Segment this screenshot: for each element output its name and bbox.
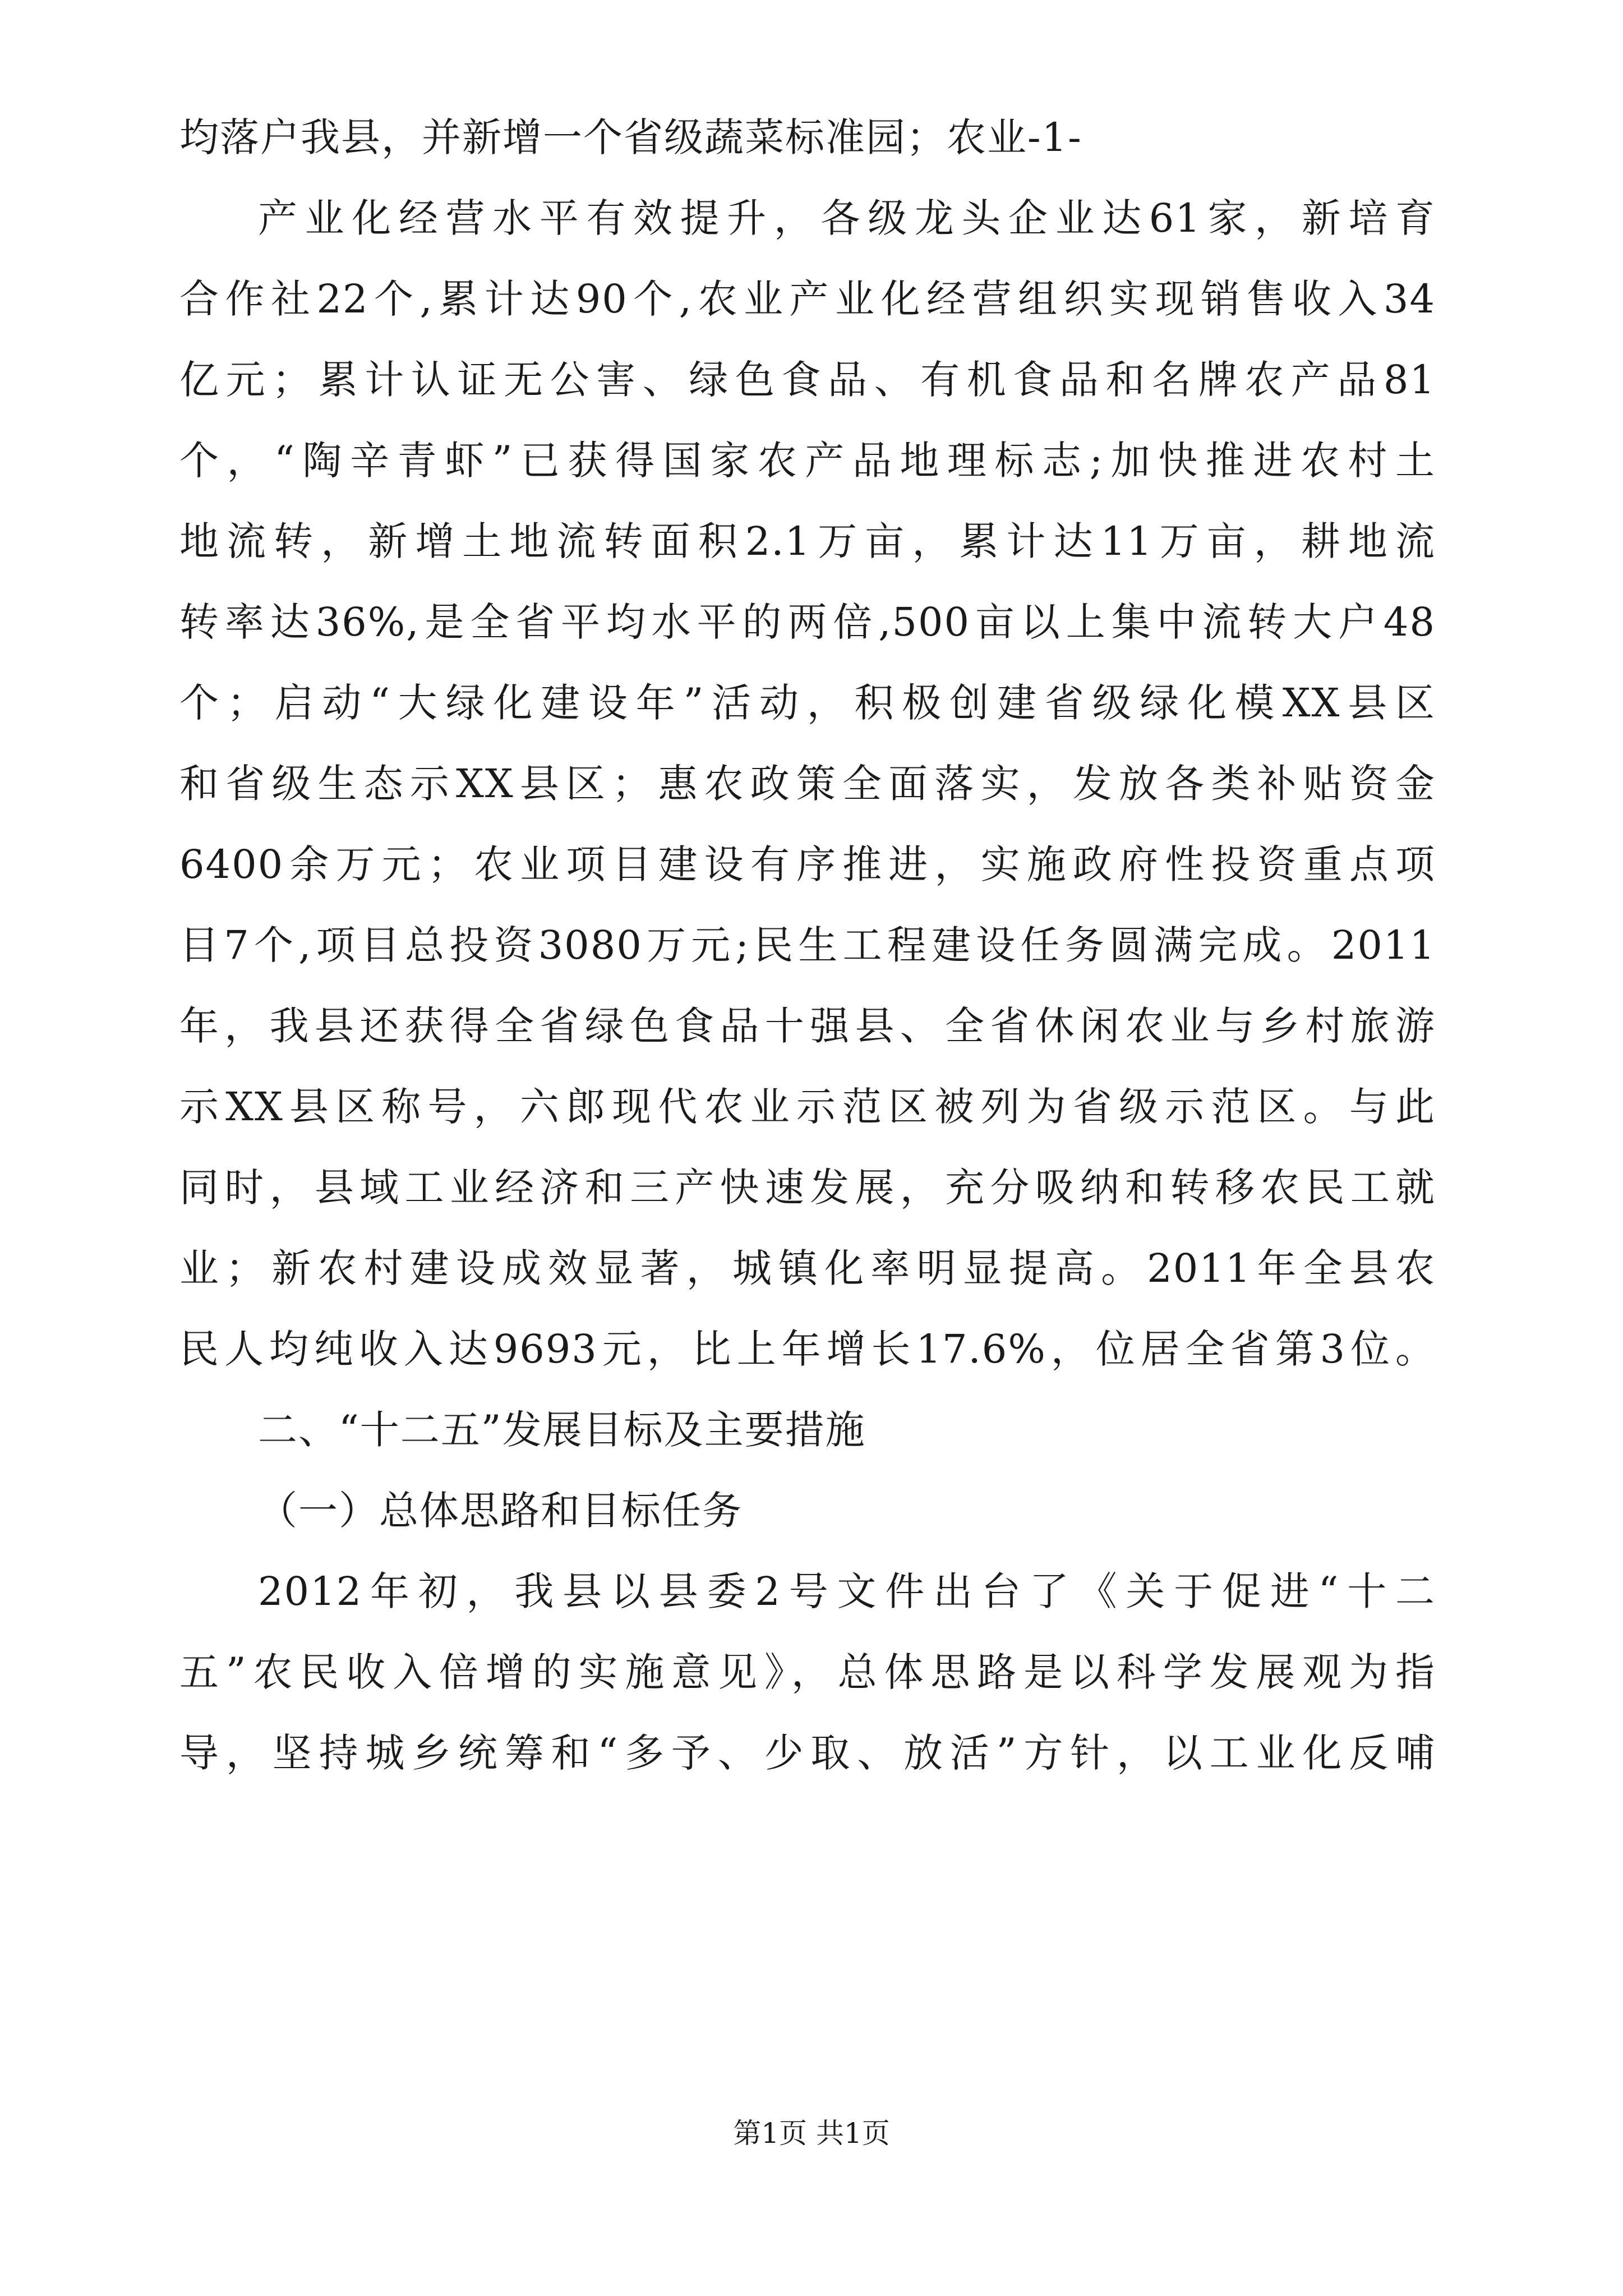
text-line: 个，“陶辛青虾”已获得国家农产品地理标志;加快推进农村土 — [179, 438, 1436, 484]
text-line: 合作社22个,累计达90个,农业产业化经营组织实现销售收入34 — [179, 276, 1436, 322]
text-line: 个；启动“大绿化建设年”活动，积极创建省级绿化模XX县区 — [179, 680, 1436, 726]
text-line: 地流转，新增土地流转面积2.1万亩，累计达11万亩，耕地流 — [179, 518, 1436, 564]
text-line: 民人均纯收入达9693元，比上年增长17.6%，位居全省第3位。 — [179, 1326, 1436, 1372]
section-heading: 二、“十二五”发展目标及主要措施 — [258, 1407, 866, 1453]
text-line: 业；新农村建设成效显著，城镇化率明显提高。2011年全县农 — [179, 1245, 1436, 1291]
page-footer: 第1页 共1页 — [733, 2117, 890, 2150]
text-line: 示XX县区称号，六郎现代农业示范区被列为省级示范区。与此 — [179, 1084, 1436, 1130]
text-line: 年，我县还获得全省绿色食品十强县、全省休闲农业与乡村旅游 — [179, 1003, 1436, 1049]
text-line: 转率达36%,是全省平均水平的两倍,500亩以上集中流转大户48 — [179, 599, 1436, 645]
text-line: 目7个,项目总投资3080万元;民生工程建设任务圆满完成。2011 — [179, 922, 1436, 968]
text-line: 和省级生态示XX县区；惠农政策全面落实，发放各类补贴资金 — [179, 761, 1436, 807]
text-line: 6400余万元；农业项目建设有序推进，实施政府性投资重点项 — [179, 841, 1436, 887]
subsection-heading: （一）总体思路和目标任务 — [258, 1488, 743, 1534]
text-line: 亿元；累计认证无公害、绿色食品、有机食品和名牌农产品81 — [179, 357, 1436, 403]
text-line: 导，坚持城乡统筹和“多予、少取、放活”方针，以工业化反哺 — [179, 1730, 1436, 1776]
text-line: 同时，县域工业经济和三产快速发展，充分吸纳和转移农民工就 — [179, 1165, 1436, 1211]
paragraph-first-line: 产业化经营水平有效提升，各级龙头企业达61家，新培育 — [258, 195, 1436, 241]
text-line: 五”农民收入倍增的实施意见》，总体思路是以科学发展观为指 — [179, 1649, 1436, 1695]
text-line: 均落户我县，并新增一个省级蔬菜标准园；农业-1- — [179, 114, 1082, 160]
paragraph-first-line: 2012年初，我县以县委2号文件出台了《关于促进“十二 — [258, 1568, 1436, 1614]
